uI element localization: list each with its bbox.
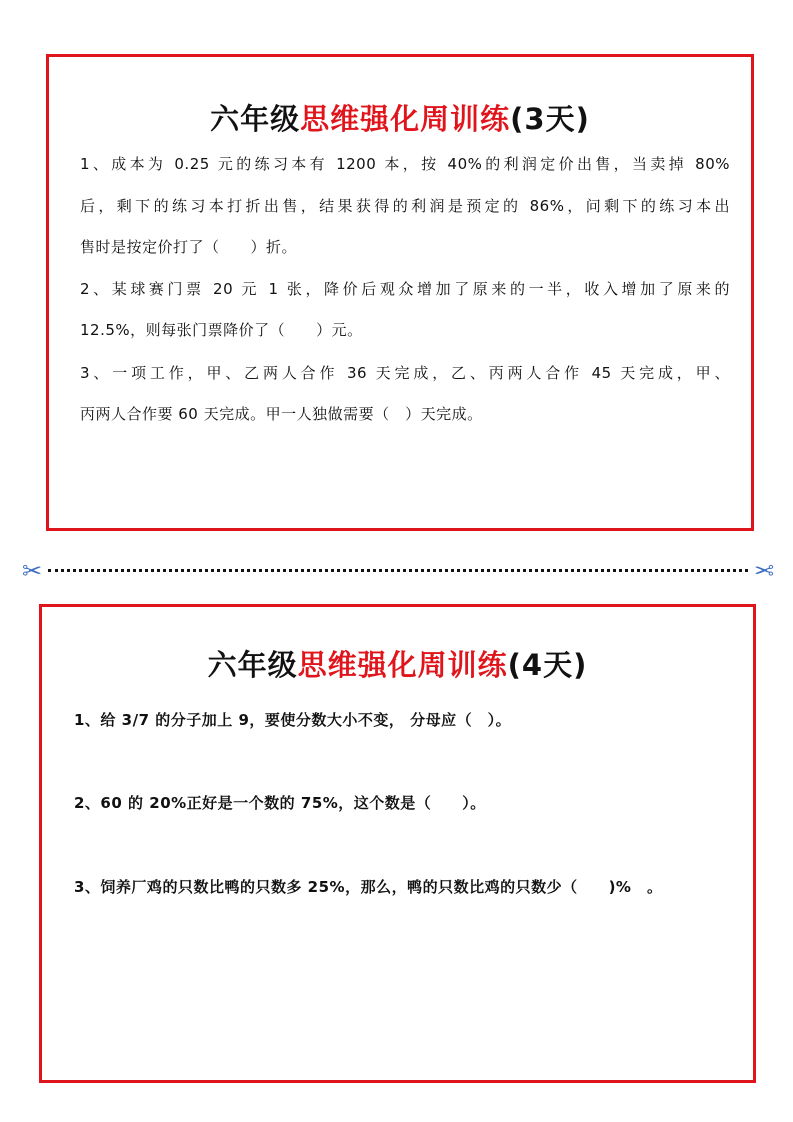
title-topic: 思维强化周训练 bbox=[297, 648, 508, 682]
cut-line bbox=[22, 559, 774, 583]
question-1-line-1: 1、成本为 0.25 元的练习本有 1200 本，按 40%的利润定价出售，当卖掉 80% bbox=[80, 155, 730, 173]
question-2-line-1: 2、某球赛门票 20 元 1 张，降价后观众增加了原来的一半，收入增加了原来的 bbox=[80, 280, 730, 298]
question-3-line-1: 3、一项工作，甲、乙两人合作 36 天完成，乙、丙两人合作 45 天完成，甲、 bbox=[80, 364, 730, 382]
scissors-icon: ✂ bbox=[753, 557, 774, 585]
question-3: 3、饲养厂鸡的只数比鸭的只数多 25%，那么，鸭的只数比鸡的只数少（ )% 。 bbox=[74, 878, 663, 896]
title-day: (4天) bbox=[507, 648, 588, 682]
question-2-line-2: 12.5%，则每张门票降价了（ ）元。 bbox=[80, 321, 363, 339]
day4-title bbox=[42, 643, 753, 684]
dotted-divider bbox=[48, 569, 748, 572]
scissors-icon: ✂ bbox=[22, 557, 43, 585]
question-1-line-3: 售时是按定价打了（ ）折。 bbox=[80, 238, 298, 256]
title-topic: 思维强化周训练 bbox=[300, 102, 511, 136]
question-1: 1、给 3/7 的分子加上 9，要使分数大小不变， 分母应（ ）。 bbox=[74, 711, 512, 729]
day3-title bbox=[49, 97, 751, 138]
question-2: 2、60 的 20%正好是一个数的 75%，这个数是（ ）。 bbox=[74, 794, 486, 812]
day3-worksheet-card bbox=[46, 54, 754, 531]
question-3-line-2: 丙两人合作要 60 天完成。甲一人独做需要（ ）天完成。 bbox=[80, 405, 483, 423]
title-grade: 六年级 bbox=[207, 648, 298, 682]
day4-worksheet-card bbox=[39, 604, 756, 1083]
title-day: (3天) bbox=[510, 102, 590, 136]
title-grade: 六年级 bbox=[210, 102, 301, 136]
question-1-line-2: 后，剩下的练习本打折出售，结果获得的利润是预定的 86%，问剩下的练习本出 bbox=[80, 197, 730, 215]
